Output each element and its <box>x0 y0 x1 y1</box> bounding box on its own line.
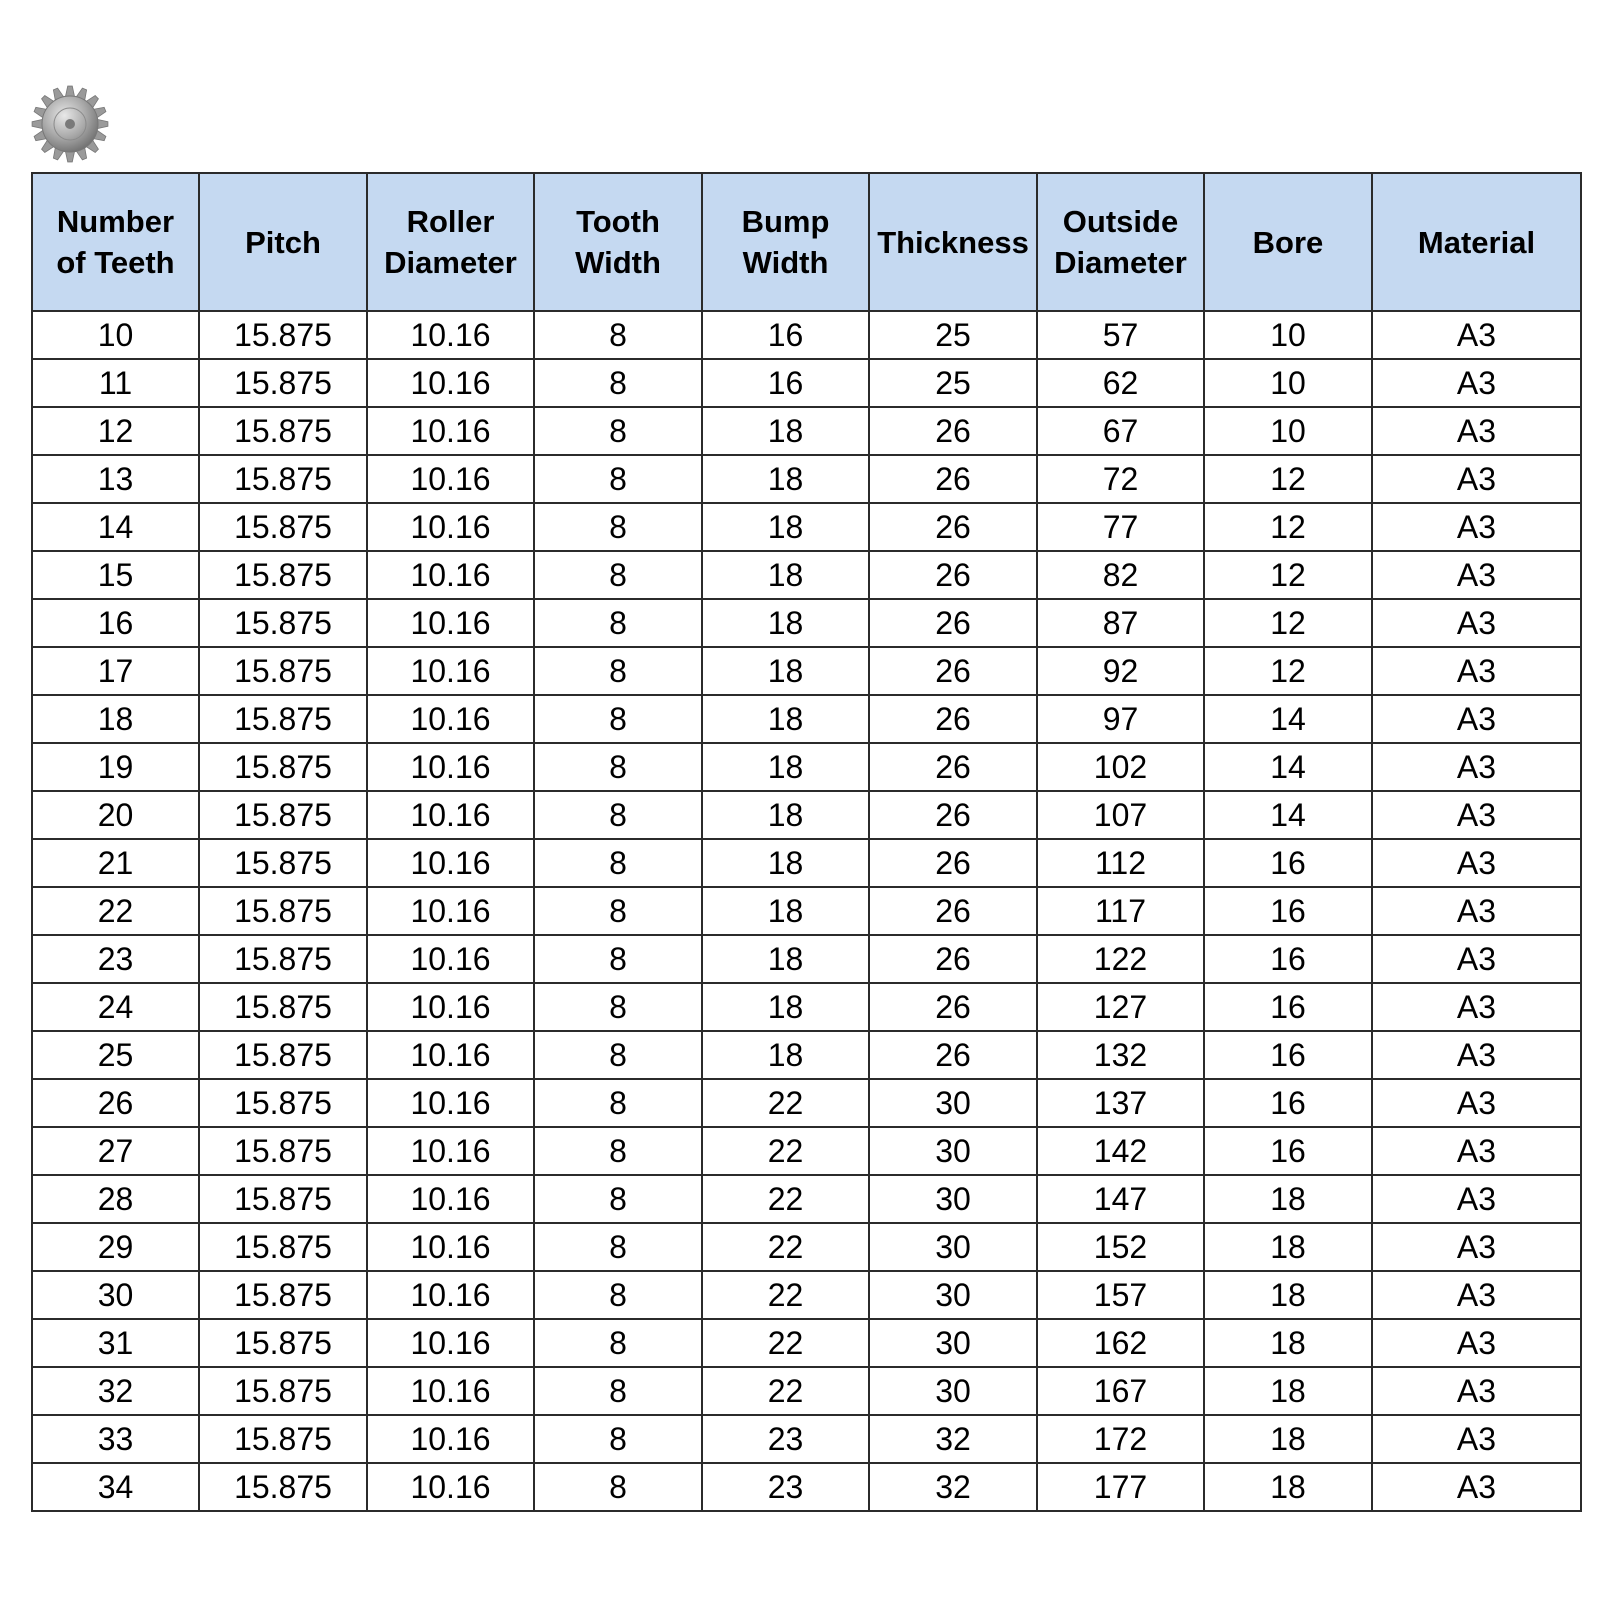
table-cell: 10 <box>1204 311 1372 359</box>
table-cell: 30 <box>869 1271 1037 1319</box>
table-cell: 10.16 <box>367 1463 534 1511</box>
table-cell: 15.875 <box>199 1127 367 1175</box>
column-header-line1: Pitch <box>245 224 321 260</box>
table-cell: A3 <box>1372 887 1581 935</box>
table-row <box>32 599 1581 647</box>
table-cell: 23 <box>702 1415 869 1463</box>
table-cell: 30 <box>869 1127 1037 1175</box>
table-cell: 15.875 <box>199 407 367 455</box>
table-cell: A3 <box>1372 791 1581 839</box>
table-cell: 10.16 <box>367 1367 534 1415</box>
table-cell: 11 <box>32 359 199 407</box>
table-cell: 18 <box>1204 1271 1372 1319</box>
column-header-line1: Bump <box>741 204 830 239</box>
column-header-line2: Diameter <box>384 245 517 280</box>
table-cell: 8 <box>534 359 702 407</box>
table-cell: 22 <box>32 887 199 935</box>
table-cell: 18 <box>1204 1175 1372 1223</box>
table-cell: 137 <box>1037 1079 1204 1127</box>
table-cell: 22 <box>702 1319 869 1367</box>
table-row <box>32 695 1581 743</box>
table-cell: A3 <box>1372 359 1581 407</box>
table-cell: A3 <box>1372 599 1581 647</box>
column-header-line1: Material <box>1417 224 1536 260</box>
table-cell: 177 <box>1037 1463 1204 1511</box>
table-row <box>32 1223 1581 1271</box>
column-header <box>367 173 534 311</box>
table-cell: 132 <box>1037 1031 1204 1079</box>
table-cell: A3 <box>1372 1223 1581 1271</box>
table-cell: 18 <box>1204 1463 1372 1511</box>
table-cell: 22 <box>702 1223 869 1271</box>
table-cell: 18 <box>702 647 869 695</box>
table-cell: 8 <box>534 743 702 791</box>
table-cell: 8 <box>534 935 702 983</box>
table-cell: 10.16 <box>367 695 534 743</box>
table-cell: 8 <box>534 1031 702 1079</box>
table-cell: 8 <box>534 599 702 647</box>
table-cell: 15.875 <box>199 647 367 695</box>
table-cell: A3 <box>1372 407 1581 455</box>
table-cell: 12 <box>1204 455 1372 503</box>
table-cell: 15.875 <box>199 551 367 599</box>
table-cell: 26 <box>869 503 1037 551</box>
table-cell: 15.875 <box>199 1271 367 1319</box>
table-cell: 14 <box>1204 791 1372 839</box>
table-cell: 127 <box>1037 983 1204 1031</box>
table-cell: A3 <box>1372 551 1581 599</box>
table-cell: 10 <box>32 311 199 359</box>
table-cell: 18 <box>702 407 869 455</box>
table-cell: 25 <box>32 1031 199 1079</box>
table-cell: 10.16 <box>367 1415 534 1463</box>
table-cell: 30 <box>869 1175 1037 1223</box>
table-cell: 8 <box>534 455 702 503</box>
table-cell: 122 <box>1037 935 1204 983</box>
table-row <box>32 1319 1581 1367</box>
table-cell: 10.16 <box>367 1223 534 1271</box>
sprocket-specs-table <box>31 172 1582 1512</box>
table-cell: 10.16 <box>367 887 534 935</box>
table-cell: 8 <box>534 551 702 599</box>
table-cell: A3 <box>1372 1079 1581 1127</box>
table-cell: 87 <box>1037 599 1204 647</box>
column-header <box>1372 173 1581 311</box>
table-cell: 17 <box>32 647 199 695</box>
table-row <box>32 503 1581 551</box>
table-cell: 26 <box>869 1031 1037 1079</box>
table-cell: 57 <box>1037 311 1204 359</box>
table-cell: A3 <box>1372 1031 1581 1079</box>
table-cell: 18 <box>1204 1367 1372 1415</box>
table-row <box>32 1415 1581 1463</box>
table-cell: 21 <box>32 839 199 887</box>
table-cell: A3 <box>1372 647 1581 695</box>
table-cell: 34 <box>32 1463 199 1511</box>
table-cell: 31 <box>32 1319 199 1367</box>
table-cell: 18 <box>1204 1319 1372 1367</box>
table-cell: 18 <box>1204 1415 1372 1463</box>
table-cell: 67 <box>1037 407 1204 455</box>
table-cell: 12 <box>1204 503 1372 551</box>
table-cell: A3 <box>1372 1271 1581 1319</box>
table-cell: 13 <box>32 455 199 503</box>
column-header <box>1204 173 1372 311</box>
table-cell: 142 <box>1037 1127 1204 1175</box>
table-cell: 15.875 <box>199 1079 367 1127</box>
table-cell: A3 <box>1372 1319 1581 1367</box>
table-cell: 26 <box>869 551 1037 599</box>
table-cell: 8 <box>534 791 702 839</box>
table-cell: 8 <box>534 311 702 359</box>
table-cell: 26 <box>869 455 1037 503</box>
column-header <box>702 173 869 311</box>
table-row <box>32 1079 1581 1127</box>
table-cell: 15.875 <box>199 311 367 359</box>
table-cell: 15.875 <box>199 743 367 791</box>
table-cell: 172 <box>1037 1415 1204 1463</box>
table-cell: 26 <box>869 791 1037 839</box>
table-cell: A3 <box>1372 743 1581 791</box>
column-header-line1: Thickness <box>877 224 1029 260</box>
table-cell: 26 <box>32 1079 199 1127</box>
table-cell: 14 <box>1204 695 1372 743</box>
table-cell: 16 <box>1204 935 1372 983</box>
table-cell: 157 <box>1037 1271 1204 1319</box>
table-cell: 12 <box>1204 599 1372 647</box>
table-cell: 10.16 <box>367 1319 534 1367</box>
table-cell: 10.16 <box>367 1271 534 1319</box>
table-cell: 72 <box>1037 455 1204 503</box>
table-row <box>32 1271 1581 1319</box>
table-cell: 25 <box>869 311 1037 359</box>
table-cell: 10.16 <box>367 551 534 599</box>
table-cell: 15.875 <box>199 1319 367 1367</box>
table-cell: 10 <box>1204 359 1372 407</box>
table-cell: 22 <box>702 1175 869 1223</box>
table-cell: A3 <box>1372 935 1581 983</box>
table-cell: 18 <box>702 551 869 599</box>
table-cell: 16 <box>32 599 199 647</box>
table-cell: 10.16 <box>367 359 534 407</box>
table-cell: 18 <box>702 1031 869 1079</box>
table-cell: 8 <box>534 1223 702 1271</box>
table-row <box>32 791 1581 839</box>
table-cell: 92 <box>1037 647 1204 695</box>
table-cell: A3 <box>1372 1367 1581 1415</box>
table-cell: 15.875 <box>199 1463 367 1511</box>
table-cell: 10.16 <box>367 503 534 551</box>
table-cell: 10.16 <box>367 407 534 455</box>
table-cell: 15 <box>32 551 199 599</box>
table-cell: 15.875 <box>199 839 367 887</box>
table-cell: 147 <box>1037 1175 1204 1223</box>
table-cell: 15.875 <box>199 935 367 983</box>
table-cell: 30 <box>869 1223 1037 1271</box>
table-cell: A3 <box>1372 311 1581 359</box>
table-cell: 16 <box>1204 1079 1372 1127</box>
table-cell: 24 <box>32 983 199 1031</box>
table-row <box>32 1175 1581 1223</box>
table-row <box>32 743 1581 791</box>
table-cell: 82 <box>1037 551 1204 599</box>
column-header-line1: Outside <box>1062 204 1179 239</box>
table-cell: 15.875 <box>199 455 367 503</box>
table-cell: 26 <box>869 647 1037 695</box>
table-cell: 23 <box>702 1463 869 1511</box>
table-cell: 167 <box>1037 1367 1204 1415</box>
table-cell: 15.875 <box>199 1415 367 1463</box>
table-cell: 117 <box>1037 887 1204 935</box>
table-cell: 18 <box>702 503 869 551</box>
table-cell: 18 <box>1204 1223 1372 1271</box>
table-cell: 32 <box>32 1367 199 1415</box>
table-cell: 16 <box>1204 1127 1372 1175</box>
table-row <box>32 551 1581 599</box>
table-cell: 10.16 <box>367 455 534 503</box>
table-cell: 8 <box>534 839 702 887</box>
table-cell: 15.875 <box>199 599 367 647</box>
table-cell: 12 <box>1204 551 1372 599</box>
table-cell: A3 <box>1372 1175 1581 1223</box>
table-cell: 8 <box>534 983 702 1031</box>
table-cell: 16 <box>1204 983 1372 1031</box>
table-cell: 16 <box>1204 1031 1372 1079</box>
table-cell: 30 <box>869 1079 1037 1127</box>
column-header <box>534 173 702 311</box>
table-cell: 20 <box>32 791 199 839</box>
table-cell: 30 <box>869 1367 1037 1415</box>
table-cell: 18 <box>702 455 869 503</box>
table-cell: 62 <box>1037 359 1204 407</box>
table-cell: 18 <box>702 599 869 647</box>
table-cell: 18 <box>702 887 869 935</box>
table-cell: 10.16 <box>367 647 534 695</box>
table-cell: 26 <box>869 743 1037 791</box>
table-row <box>32 359 1581 407</box>
column-header-line1: Roller <box>406 204 495 239</box>
table-cell: 8 <box>534 503 702 551</box>
table-cell: 14 <box>32 503 199 551</box>
table-cell: 15.875 <box>199 1175 367 1223</box>
table-cell: 8 <box>534 1271 702 1319</box>
column-header-line2: Width <box>742 245 829 280</box>
column-header <box>1037 173 1204 311</box>
table-cell: 22 <box>702 1367 869 1415</box>
table-cell: 10.16 <box>367 839 534 887</box>
table-cell: 16 <box>702 311 869 359</box>
table-cell: 22 <box>702 1079 869 1127</box>
table-cell: 8 <box>534 695 702 743</box>
table-cell: 33 <box>32 1415 199 1463</box>
table-cell: 18 <box>32 695 199 743</box>
table-cell: 26 <box>869 407 1037 455</box>
table-cell: 14 <box>1204 743 1372 791</box>
table-cell: 25 <box>869 359 1037 407</box>
column-header <box>199 173 367 311</box>
table-cell: 18 <box>702 743 869 791</box>
table-cell: A3 <box>1372 1415 1581 1463</box>
table-cell: 10.16 <box>367 311 534 359</box>
table-cell: A3 <box>1372 983 1581 1031</box>
table-row <box>32 839 1581 887</box>
column-header-line2: of Teeth <box>56 245 175 280</box>
table-cell: 8 <box>534 1175 702 1223</box>
table-cell: 10 <box>1204 407 1372 455</box>
table-cell: 8 <box>534 1463 702 1511</box>
table-cell: 16 <box>1204 839 1372 887</box>
table-cell: 97 <box>1037 695 1204 743</box>
table-row <box>32 407 1581 455</box>
table-cell: A3 <box>1372 695 1581 743</box>
table-row <box>32 983 1581 1031</box>
table-cell: 26 <box>869 695 1037 743</box>
table-cell: 23 <box>32 935 199 983</box>
table-cell: 10.16 <box>367 599 534 647</box>
table-row <box>32 1367 1581 1415</box>
table-cell: 16 <box>1204 887 1372 935</box>
column-header-line1: Bore <box>1252 224 1324 260</box>
table-cell: 27 <box>32 1127 199 1175</box>
table-cell: 10.16 <box>367 1175 534 1223</box>
table-cell: 8 <box>534 1319 702 1367</box>
table-cell: 107 <box>1037 791 1204 839</box>
table-cell: 12 <box>32 407 199 455</box>
table-cell: 32 <box>869 1415 1037 1463</box>
table-row <box>32 1463 1581 1511</box>
table-cell: 10.16 <box>367 791 534 839</box>
column-header-line1: Tooth <box>576 204 660 239</box>
column-header-line2: Diameter <box>1054 245 1187 280</box>
table-cell: 15.875 <box>199 1367 367 1415</box>
table-cell: 26 <box>869 839 1037 887</box>
table-cell: 16 <box>702 359 869 407</box>
table-cell: 8 <box>534 1127 702 1175</box>
table-cell: 162 <box>1037 1319 1204 1367</box>
table-cell: 8 <box>534 1079 702 1127</box>
table-cell: 29 <box>32 1223 199 1271</box>
table-cell: 77 <box>1037 503 1204 551</box>
table-cell: 32 <box>869 1463 1037 1511</box>
table-cell: 10.16 <box>367 983 534 1031</box>
table-cell: 15.875 <box>199 791 367 839</box>
table-row <box>32 455 1581 503</box>
table-cell: 30 <box>869 1319 1037 1367</box>
sprocket-icon <box>30 84 110 164</box>
table-row <box>32 887 1581 935</box>
table-cell: 26 <box>869 983 1037 1031</box>
table-cell: 15.875 <box>199 983 367 1031</box>
table-cell: 152 <box>1037 1223 1204 1271</box>
column-header-line2: Width <box>575 245 661 280</box>
table-cell: 15.875 <box>199 695 367 743</box>
header-row <box>32 173 1581 311</box>
table-cell: 10.16 <box>367 1079 534 1127</box>
table-row <box>32 1127 1581 1175</box>
table-cell: A3 <box>1372 503 1581 551</box>
column-header-line1: Number <box>56 204 175 239</box>
table-cell: 18 <box>702 791 869 839</box>
column-header <box>869 173 1037 311</box>
table-cell: 10.16 <box>367 1031 534 1079</box>
table-cell: 15.875 <box>199 1031 367 1079</box>
table-row <box>32 1031 1581 1079</box>
table-row <box>32 935 1581 983</box>
table-cell: 10.16 <box>367 743 534 791</box>
table-cell: A3 <box>1372 455 1581 503</box>
table-cell: 8 <box>534 1367 702 1415</box>
table-cell: 18 <box>702 935 869 983</box>
table-cell: 26 <box>869 599 1037 647</box>
table-cell: 10.16 <box>367 1127 534 1175</box>
table-cell: 30 <box>32 1271 199 1319</box>
table-cell: 28 <box>32 1175 199 1223</box>
table-cell: 26 <box>869 887 1037 935</box>
table-row <box>32 647 1581 695</box>
table-cell: 18 <box>702 983 869 1031</box>
table-cell: 18 <box>702 695 869 743</box>
table-cell: 8 <box>534 1415 702 1463</box>
table-cell: A3 <box>1372 1127 1581 1175</box>
table-cell: 112 <box>1037 839 1204 887</box>
table-cell: 22 <box>702 1271 869 1319</box>
table-cell: 8 <box>534 887 702 935</box>
column-header <box>32 173 199 311</box>
table-cell: 8 <box>534 407 702 455</box>
table-cell: 18 <box>702 839 869 887</box>
table-row <box>32 311 1581 359</box>
table-cell: 10.16 <box>367 935 534 983</box>
table-cell: 26 <box>869 935 1037 983</box>
table-cell: A3 <box>1372 1463 1581 1511</box>
table-cell: 15.875 <box>199 503 367 551</box>
table-cell: 102 <box>1037 743 1204 791</box>
table-cell: A3 <box>1372 839 1581 887</box>
table-cell: 15.875 <box>199 887 367 935</box>
table-cell: 15.875 <box>199 359 367 407</box>
table-cell: 19 <box>32 743 199 791</box>
table-cell: 8 <box>534 647 702 695</box>
table-cell: 12 <box>1204 647 1372 695</box>
table-cell: 15.875 <box>199 1223 367 1271</box>
table-cell: 22 <box>702 1127 869 1175</box>
